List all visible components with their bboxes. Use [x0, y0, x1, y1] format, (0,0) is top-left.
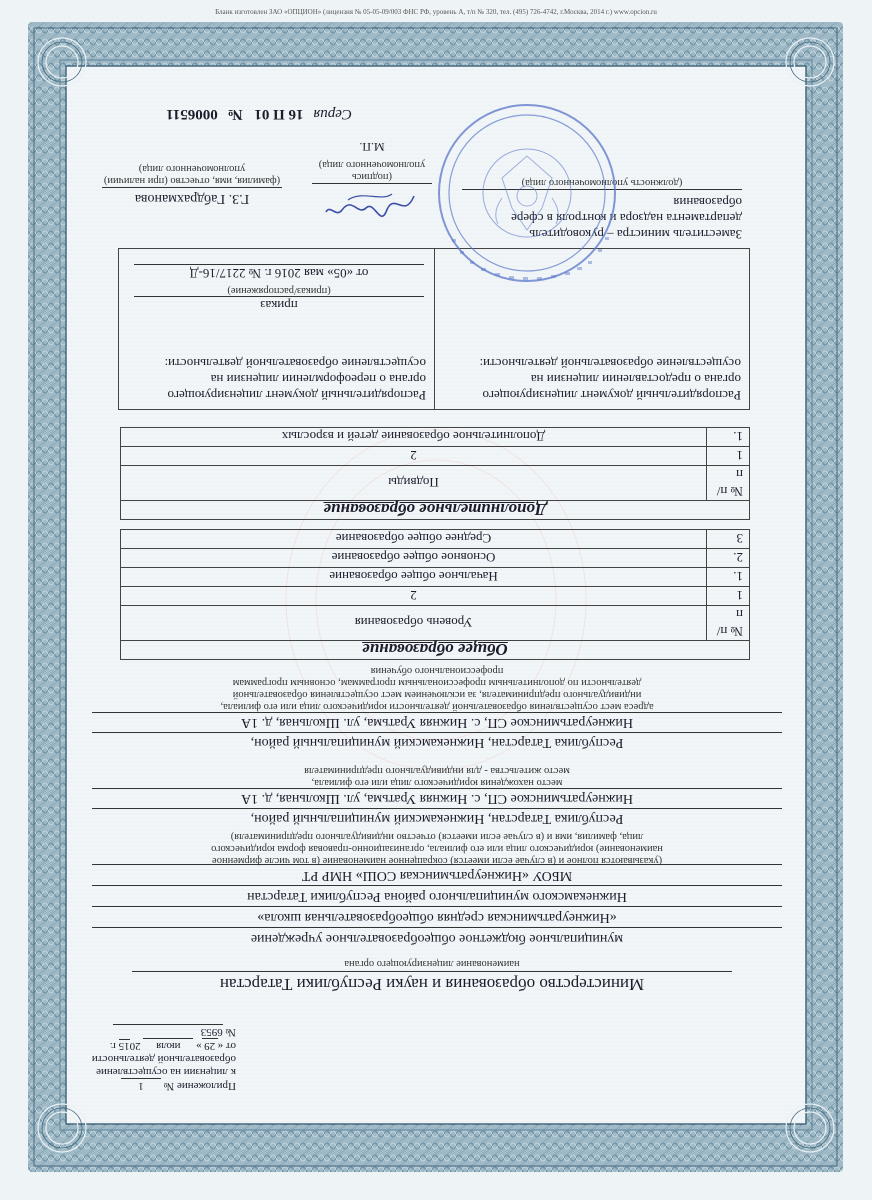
- general-education-title: Общее образование: [121, 641, 750, 660]
- row-number: 1.: [707, 568, 750, 587]
- row-number: 3: [707, 530, 750, 549]
- appendix-line1: к лицензии на осуществление: [96, 1066, 236, 1078]
- appendix-year-pre: 20: [129, 1040, 141, 1052]
- seal-place: М.П.: [359, 140, 385, 154]
- licensee-caption-2: наименование) юридического лица или его филиала, организационно-правовая форма юридического: [211, 843, 663, 854]
- signature-area: [322, 184, 422, 230]
- general-education-section: [120, 529, 750, 660]
- location-caption-1: место нахождения юридического лица или его филиала,: [311, 777, 563, 788]
- appendix-year-suffix: г.: [109, 1040, 116, 1052]
- location: [92, 788, 782, 828]
- licensee-caption-1: (указываются полное и (в случае если имеется) сокращенное наименование (в том числе фирменное: [211, 855, 663, 866]
- row-value: Основное общее образование: [121, 549, 707, 568]
- appendix-month: июля: [143, 1038, 193, 1052]
- license-number: 6953: [113, 1024, 223, 1038]
- appendix-line2: образовательной деятельности: [91, 1053, 236, 1065]
- table-index: 2: [121, 447, 707, 466]
- row-number: 2.: [707, 549, 750, 568]
- signature-caption: (подпись уполномоченного лица): [318, 159, 426, 182]
- table-header: Уровень образования: [121, 606, 707, 641]
- table-row: [121, 428, 750, 447]
- signatory-name-caption: (фамилия, имя, отчество (при наличии) уполномоченного лица): [103, 163, 281, 186]
- activity-caption-3: деятельности по дополнительным профессиональным программам, основным программам: [232, 677, 642, 688]
- activity-caption-2: индивидуального предпринимателя, за исключением мест осуществления образовательной: [232, 689, 642, 700]
- series-label: Серия: [313, 106, 352, 122]
- signature-mark: [322, 184, 422, 230]
- licensee-line3: Нижнекамского муниципального района Республики Татарстан: [92, 885, 782, 906]
- authority-name: Министерство образования и науки Республики Татарстан: [219, 975, 645, 994]
- table-index: 1: [707, 587, 750, 606]
- row-value: Среднее общее образование: [121, 530, 707, 549]
- activity-line2: Нижнеуратьминское СП, с. Нижняя Уратьма, ул. Школьная, д. 1А: [92, 712, 782, 732]
- licensee-name: [92, 864, 782, 948]
- additional-education-title: Дополнительное образование: [121, 501, 750, 520]
- activity-address: [92, 712, 782, 752]
- licensee-line1: муниципальное бюджетное общеобразовательное учреждение: [92, 927, 782, 948]
- authority-caption: наименование лицензирующего органа: [344, 958, 520, 969]
- serial-number: 0006511: [166, 106, 218, 122]
- table-index: 1: [707, 447, 750, 466]
- appendix-from: от «: [217, 1040, 236, 1052]
- additional-education-table: [120, 427, 750, 520]
- orders-right-cell: [120, 249, 434, 409]
- row-value: Дополнительное образование детей и взрослых: [121, 428, 707, 447]
- order-type: приказ: [134, 296, 424, 313]
- appendix-number: 1: [121, 1078, 161, 1092]
- number-label: №: [227, 106, 243, 122]
- table-row: [121, 568, 750, 587]
- location-caption: [92, 764, 782, 788]
- appendix-year: 15: [118, 1040, 130, 1052]
- table-index: 2: [121, 587, 707, 606]
- appendix-no-label: №: [225, 1026, 236, 1038]
- appendix-day: 29: [202, 1038, 218, 1052]
- signatory-position-caption: (должность уполномоченного лица): [521, 177, 683, 188]
- appendix-label: Приложение №: [163, 1080, 236, 1092]
- row-value: Начальное общее образование: [121, 568, 707, 587]
- appendix-month-pre: »: [196, 1040, 202, 1052]
- licensee-caption-3: лица, фамилия, имя и (в случае если имеется) отчество индивидуального предпринимателя): [230, 831, 644, 842]
- table-row: [121, 530, 750, 549]
- table-header: № п/п: [707, 466, 750, 501]
- location-line2: Нижнеуратьминское СП, с. Нижняя Уратьма, ул. Школьная, д. 1А: [92, 788, 782, 808]
- order-type-caption: (приказ/распоряжение): [227, 285, 331, 296]
- activity-caption: [92, 664, 782, 712]
- licensee-caption: [92, 830, 782, 866]
- activity-caption-1: адреса мест осуществления образовательной деятельности юридического лица или его филиала,: [220, 701, 654, 712]
- table-header: № п/п: [707, 606, 750, 641]
- series-value: 16 П 01: [254, 106, 304, 122]
- form-serial: [92, 105, 352, 122]
- appendix-block: [66, 1024, 236, 1092]
- licensee-line4: МБОУ «Нижнеуратьминская СОШ» НМР РТ: [92, 864, 782, 885]
- activity-caption-4: профессионального обучения: [370, 665, 504, 676]
- general-education-table: [120, 529, 750, 660]
- row-number: 1.: [707, 428, 750, 447]
- table-header: Подвиды: [121, 466, 707, 501]
- licensee-line2: «Нижнеуратьминская средняя общеобразовательная школа»: [92, 906, 782, 927]
- table-row: [121, 549, 750, 568]
- print-imprint: Бланк изготовлен ЗАО «ОПЦИОН» (лицензия № 05-05-09/003 ФНС РФ, уровень А, т/п № 320, тел. (495) 726-4742, г.Москва, 2014 г.) www.opcion.ru: [215, 8, 657, 16]
- additional-education-section: [120, 427, 750, 520]
- orders-right-text: Распорядительный документ лицензирующего органа о переоформлении лицензии на осуществление образовательной деятельности:: [164, 356, 426, 403]
- order-date: от «05» мая 2016 г. № 2217/16-Д: [134, 264, 424, 281]
- location-line1: Республика Татарстан, Нижнекамский муниципальный район,: [92, 808, 782, 828]
- activity-line1: Республика Татарстан, Нижнекамский муниципальный район,: [92, 732, 782, 752]
- signatory-name: Г.З. Габдрахманова: [134, 191, 250, 206]
- orders-left-text: Распорядительный документ лицензирующего органа о предоставлении лицензии на осуществление образовательной деятельности:: [479, 356, 741, 403]
- official-seal-stamp: [432, 98, 622, 288]
- signatory-position: Заместитель министра – руководитель департамента надзора и контроля в сфере образования: [511, 195, 742, 242]
- location-caption-2: место жительства - для индивидуального предпринимателя: [304, 765, 570, 776]
